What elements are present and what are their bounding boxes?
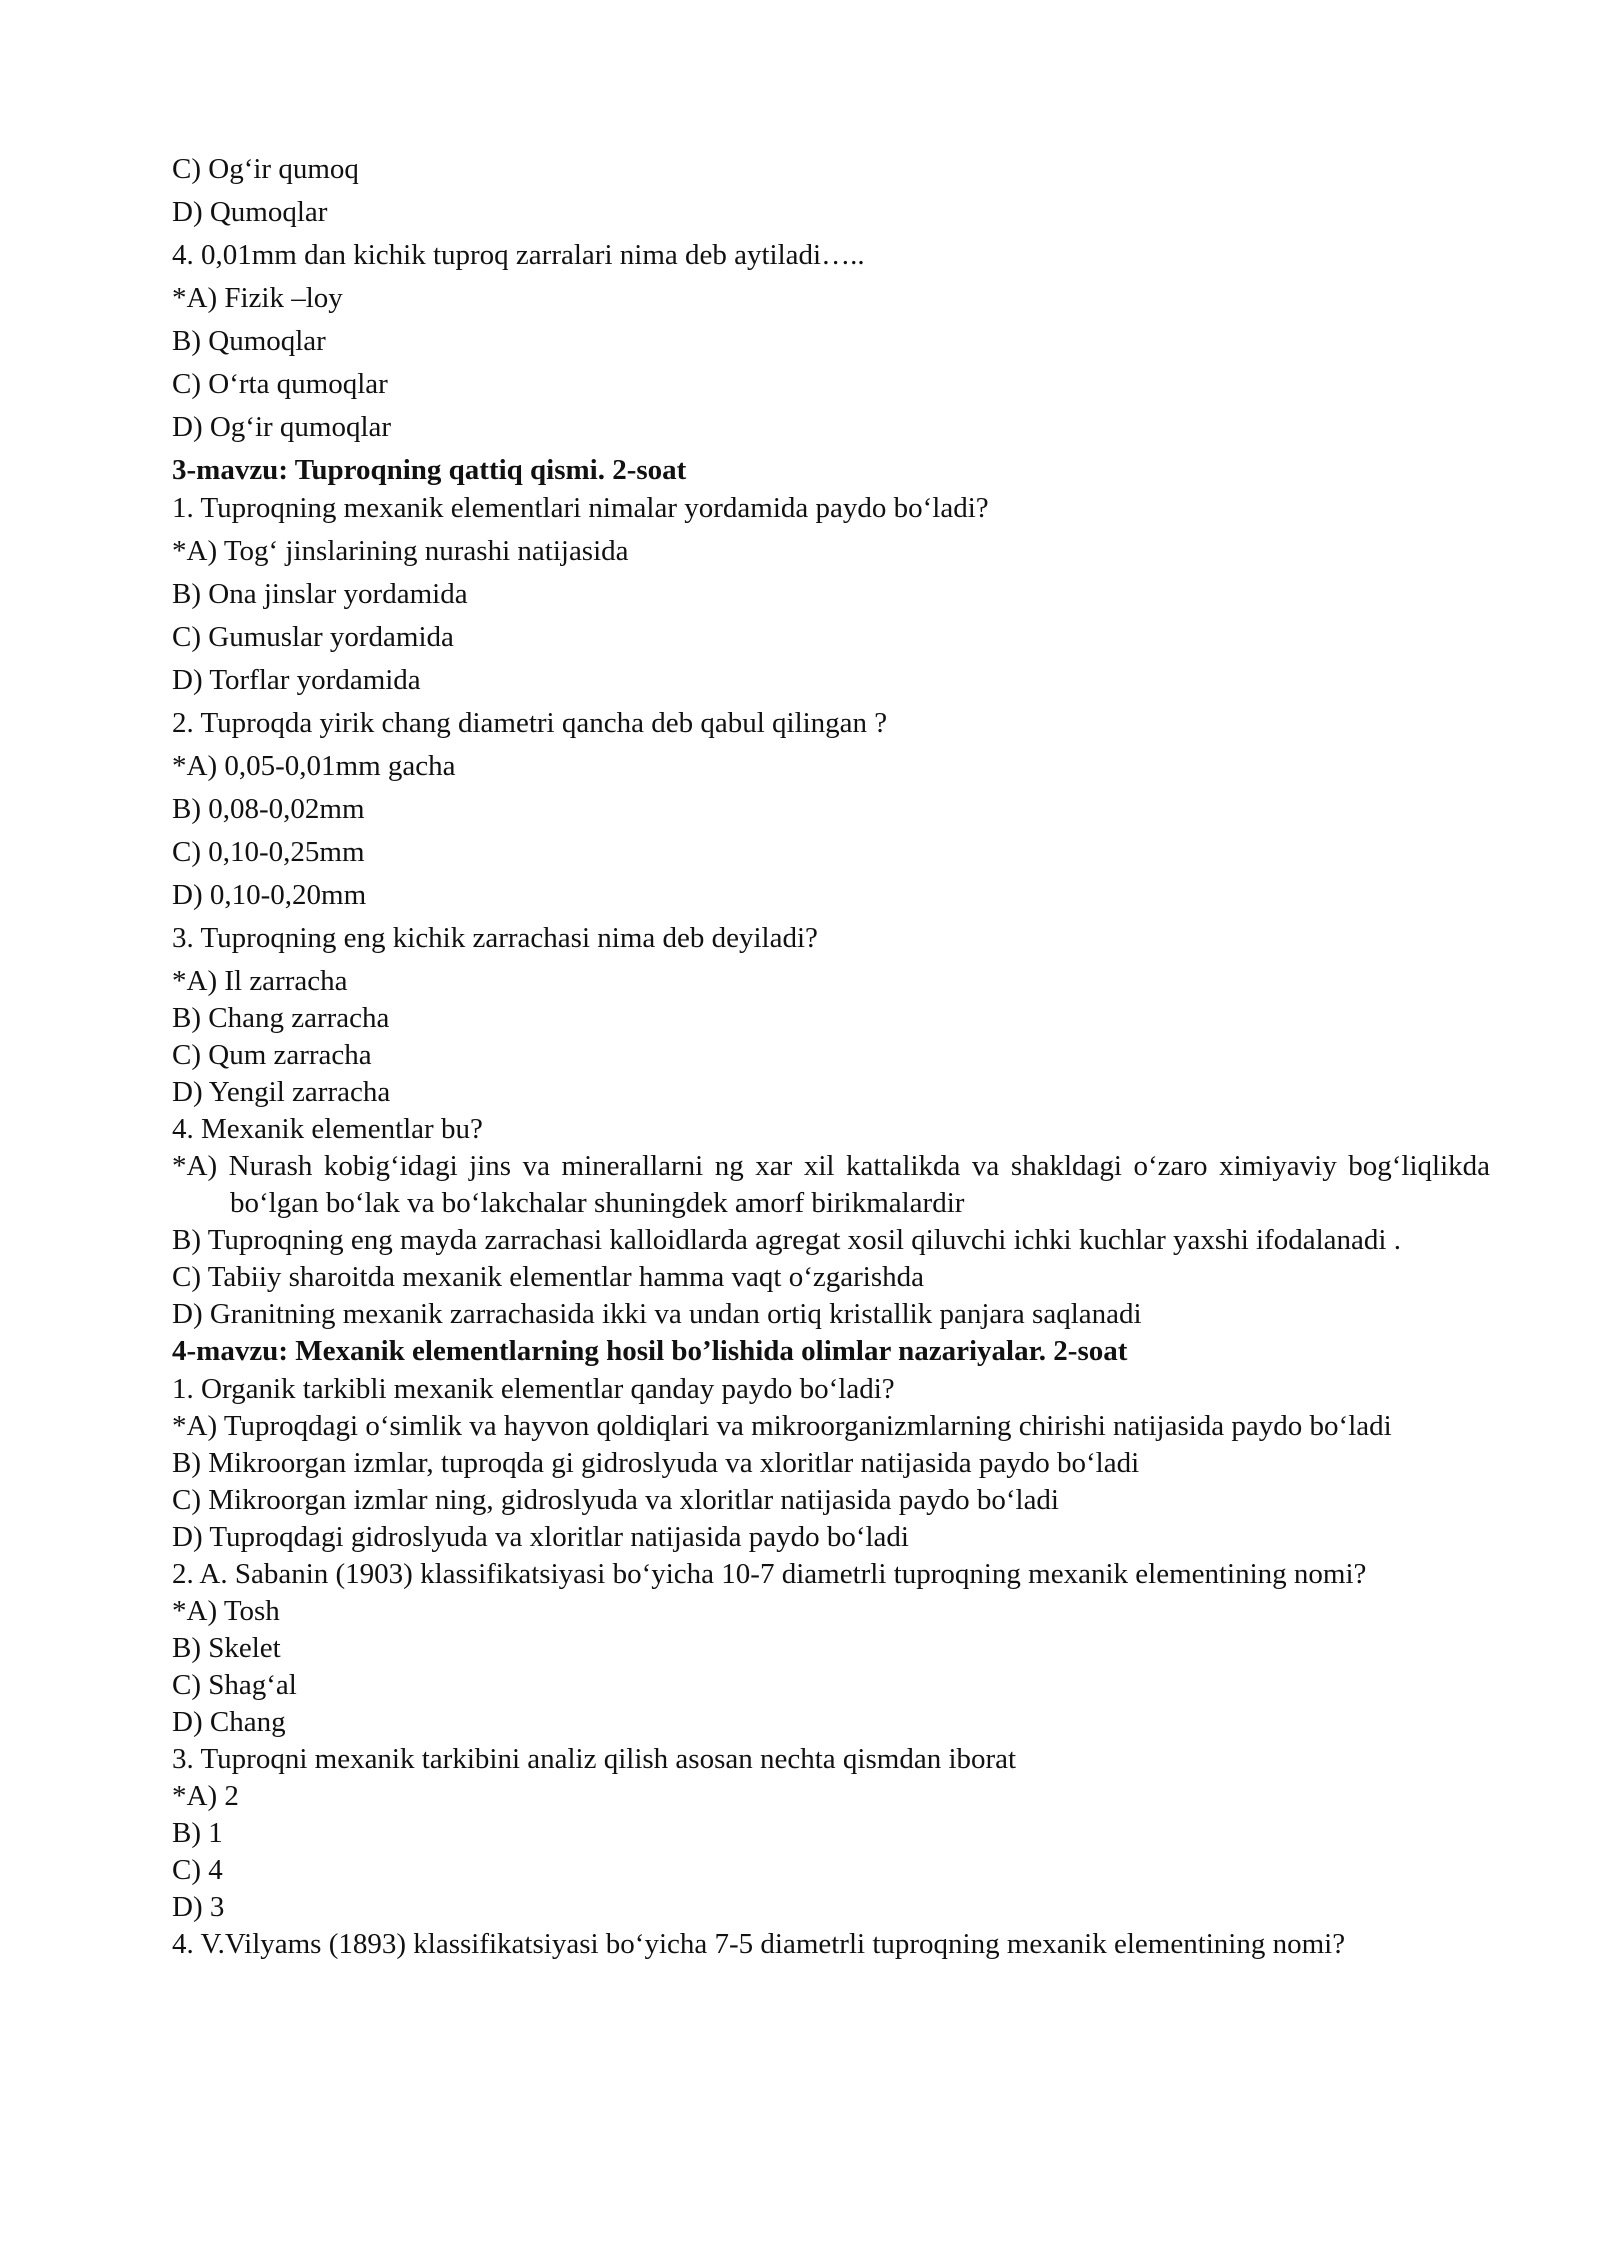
answer-option: C) Tabiiy sharoitda mexanik elementlar hamma vaqt o‘zgarishda bbox=[172, 1261, 924, 1293]
question-text: 2. A. Sabanin (1903) klassifikatsiyasi bo‘yicha 10-7 diametrli tuproqning mexanik elementining nomi? bbox=[172, 1558, 1367, 1590]
answer-option: B) Qumoqlar bbox=[172, 325, 326, 357]
question-text: 1. Organik tarkibli mexanik elementlar qanday paydo bo‘ladi? bbox=[172, 1373, 895, 1405]
answer-option-correct: *A) Fizik –loy bbox=[172, 282, 343, 314]
question-text: 1. Tuproqning mexanik elementlari nimalar yordamida paydo bo‘ladi? bbox=[172, 492, 989, 524]
answer-option: B) 0,08-0,02mm bbox=[172, 793, 365, 825]
answer-option: D) Granitning mexanik zarrachasida ikki va undan ortiq kristallik panjara saqlanadi bbox=[172, 1298, 1142, 1330]
answer-option-correct: *A) 0,05-0,01mm gacha bbox=[172, 750, 456, 782]
answer-option: B) Mikroorgan izmlar, tuproqda gi gidroslyuda va xloritlar natijasida paydo bo‘ladi bbox=[172, 1447, 1140, 1479]
question-text: 2. Tuproqda yirik chang diametri qancha deb qabul qilingan ? bbox=[172, 707, 888, 739]
question-text: 4. 0,01mm dan kichik tuproq zarralari nima deb aytiladi….. bbox=[172, 239, 865, 271]
question-text: 4. Mexanik elementlar bu? bbox=[172, 1113, 483, 1145]
answer-option: D) 3 bbox=[172, 1891, 225, 1923]
document-body bbox=[172, 151, 1490, 1963]
answer-option: C) O‘rta qumoqlar bbox=[172, 368, 388, 400]
answer-option: B) Skelet bbox=[172, 1632, 281, 1664]
answer-option: B) Chang zarracha bbox=[172, 1002, 390, 1034]
answer-option: B) Tuproqning eng mayda zarrachasi kalloidlarda agregat xosil qiluvchi ichki kuchlar yaxshi ifodalanadi . bbox=[172, 1224, 1401, 1256]
question-text: 3. Tuproqni mexanik tarkibini analiz qilish asosan nechta qismdan iborat bbox=[172, 1743, 1017, 1775]
answer-option: B) 1 bbox=[172, 1817, 223, 1849]
answer-option-correct: *A) Tosh bbox=[172, 1595, 280, 1627]
answer-option: D) Qumoqlar bbox=[172, 196, 328, 228]
answer-option-correct: *A) 2 bbox=[172, 1780, 239, 1812]
answer-option: C) Qum zarracha bbox=[172, 1039, 372, 1071]
section-heading: 4-mavzu: Mexanik elementlarning hosil bo’lishida olimlar nazariyalar. 2-soat bbox=[172, 1335, 1128, 1367]
section-heading: 3-mavzu: Tuproqning qattiq qismi. 2-soat bbox=[172, 454, 687, 486]
answer-option-correct: *A) Nurash kobig‘idagi jins va minerallarni ng xar xil kattalikda va shakldagi o‘zaro ximiyaviy bog‘liqlikda bo‘lgan bo‘lak va bo‘lakchalar shuningdek amorf birikmalardir bbox=[172, 1150, 1490, 1219]
answer-option: C) Mikroorgan izmlar ning, gidroslyuda va xloritlar natijasida paydo bo‘ladi bbox=[172, 1484, 1059, 1516]
answer-option: D) Chang bbox=[172, 1706, 286, 1738]
answer-option: C) Shag‘al bbox=[172, 1669, 297, 1701]
answer-option: C) Gumuslar yordamida bbox=[172, 621, 454, 653]
answer-option-correct: *A) Il zarracha bbox=[172, 965, 348, 997]
answer-option-correct: *A) Tuproqdagi o‘simlik va hayvon qoldiqlari va mikroorganizmlarning chirishi natijasida paydo bo‘ladi bbox=[172, 1410, 1392, 1442]
answer-option: C) 4 bbox=[172, 1854, 223, 1886]
answer-option: D) Torflar yordamida bbox=[172, 664, 421, 696]
answer-option: D) 0,10-0,20mm bbox=[172, 879, 367, 911]
answer-option: D) Og‘ir qumoqlar bbox=[172, 411, 392, 443]
question-text: 3. Tuproqning eng kichik zarrachasi nima deb deyiladi? bbox=[172, 922, 818, 954]
answer-option: D) Yengil zarracha bbox=[172, 1076, 391, 1108]
answer-option: B) Ona jinslar yordamida bbox=[172, 578, 468, 610]
answer-option-correct: *A) Tog‘ jinslarining nurashi natijasida bbox=[172, 535, 629, 567]
answer-option: D) Tuproqdagi gidroslyuda va xloritlar natijasida paydo bo‘ladi bbox=[172, 1521, 909, 1553]
question-text: 4. V.Vilyams (1893) klassifikatsiyasi bo‘yicha 7-5 diametrli tuproqning mexanik elementining nomi? bbox=[172, 1928, 1346, 1960]
answer-option: C) 0,10-0,25mm bbox=[172, 836, 365, 868]
answer-option: C) Og‘ir qumoq bbox=[172, 153, 359, 185]
